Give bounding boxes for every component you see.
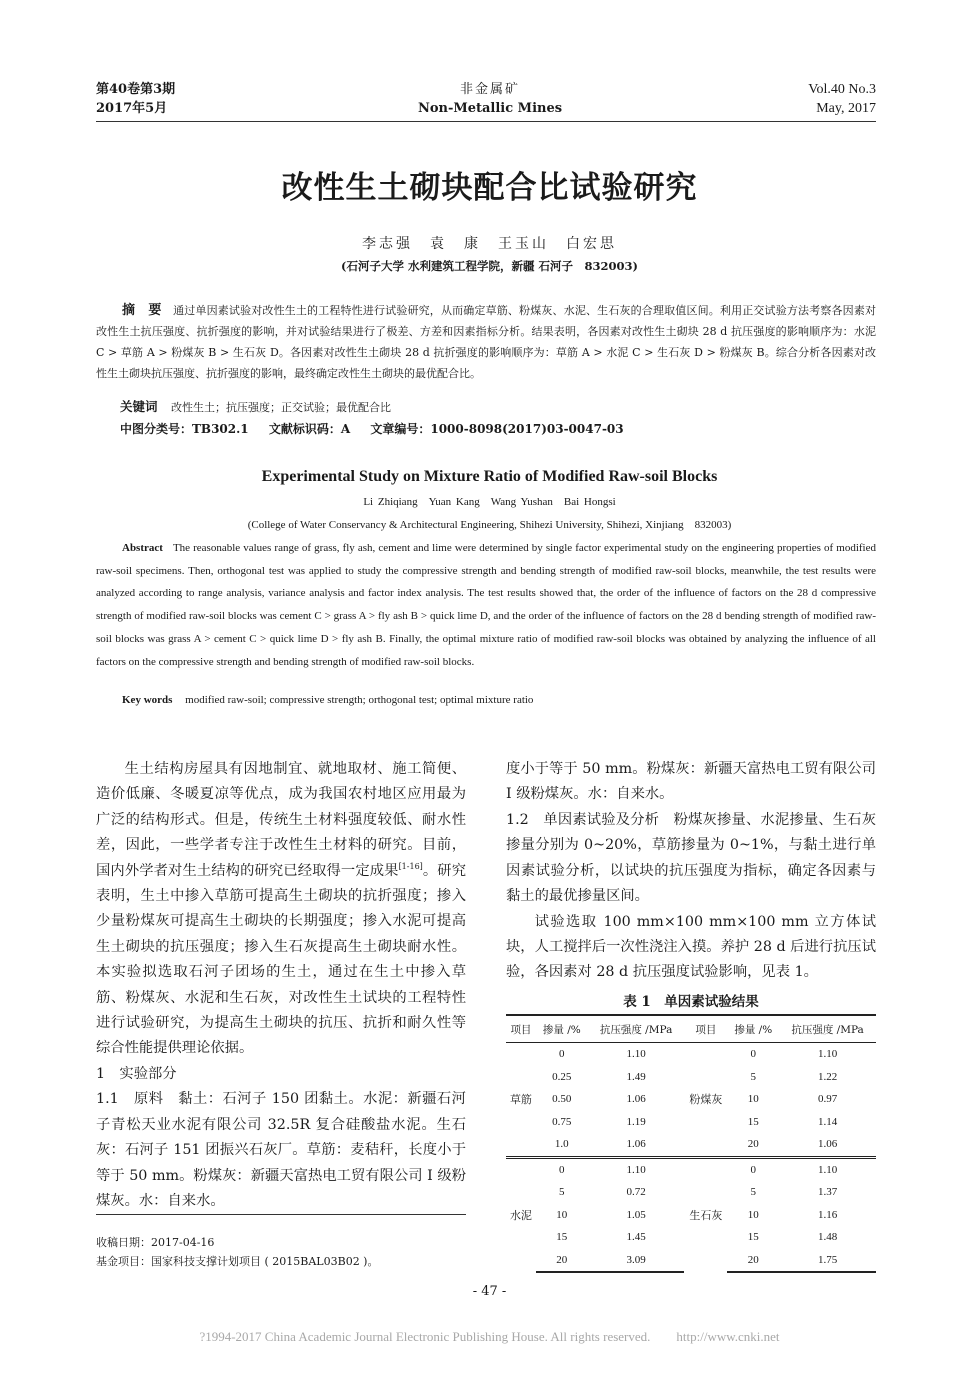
- table-title: 表 1 单因素试验结果: [623, 994, 759, 1010]
- paper-title-en: Experimental Study on Mixture Ratio of Modified Raw-soil Blocks: [261, 468, 718, 485]
- abstract-en: [96, 537, 876, 673]
- section-1-1: [96, 1087, 466, 1209]
- copyright-notice: ?1994-2017 China Academic Journal Electronic Publishing House. All rights reserved. http://www.cnki.net: [199, 1329, 780, 1344]
- table-cell: 1.37: [817, 1186, 838, 1199]
- running-header-right: [808, 80, 876, 118]
- date-cn: 2017年5月: [96, 101, 168, 116]
- running-header-left: [96, 80, 175, 118]
- table-cell: 1.22: [817, 1070, 838, 1083]
- table-cell: 0: [727, 1157, 779, 1181]
- keywords-cn-label: 关键词: [120, 399, 158, 414]
- table-cell: 1.06: [626, 1138, 646, 1151]
- factor-label: 生石灰: [684, 1157, 727, 1272]
- factor-label: 草筋: [509, 1093, 532, 1107]
- intro-text-a: 生土结构房屋具有因地制宜、就地取材、施工简便、造价低廉、冬暖夏凉等优点，成为我国农村地区应用最为广泛的结构形式。但是，传统生土材料强度较低、耐水性差，因此，一些学者专注于改性生土材料的研究。目前，国内外学者对生土结构的研究已经取得一定成果: [96, 761, 466, 879]
- received-date: 收稿日期：2017-04-16: [96, 1236, 215, 1249]
- table-cell: 10: [747, 1093, 759, 1106]
- table-cell: 3.09: [588, 1249, 685, 1273]
- clc-number: 中图分类号：TB302.1: [120, 422, 249, 436]
- abstract-cn-text: 通过单因素试验对改性生土的工程特性进行试验研究，从而确定草筋、粉煤灰、水泥、生石灰的合理取值区间。利用正交试验方法考察各因素对改性生土抗压强度、抗折强度的影响，并对试验结果进行了极差、方差和因素指标分析。结果表明，各因素对改性生土砌块 28 d 抗压强度的影响顺序为：水泥 C > 草筋 A > 粉煤灰 B > 生石灰 D。各因素对改性生土砌块 28 d 抗折强度的影响顺序为：草筋 A > 水泥 C > 生石灰 D > 粉煤灰 B。综合分析各因素对改性生土砌块抗压强度、抗折强度的影响，最终确定改性生土砌块的最优配合比。: [96, 304, 876, 380]
- date-en: May, 2017: [816, 101, 876, 116]
- table-cell: 0: [750, 1048, 756, 1061]
- table-cell: 1.10: [779, 1157, 876, 1181]
- keywords-en-label: Key words: [122, 694, 173, 706]
- header-rule: [96, 121, 876, 122]
- col-header: 抗压强度 /MPa: [588, 1015, 685, 1043]
- table-cell: 0.97: [817, 1093, 838, 1106]
- table-cell: 1.48: [817, 1231, 838, 1244]
- keywords-en: [122, 694, 533, 706]
- table-cell: 1.75: [779, 1249, 876, 1273]
- table-cell: 1.19: [626, 1115, 646, 1128]
- col-header: 项目: [684, 1015, 727, 1043]
- table-cell: 15: [556, 1231, 568, 1244]
- affiliation: (石河子大学 水利建筑工程学院，新疆 石河子 832003): [341, 259, 638, 273]
- author-list: 李志强 袁 康 王玉山 白宏思: [362, 236, 617, 252]
- citation-ref: [1-16]: [398, 861, 423, 871]
- table-cell: 1.10: [588, 1157, 685, 1181]
- table-cell: 1.16: [817, 1208, 838, 1221]
- table-cell: 0: [536, 1157, 588, 1181]
- table-cell: 1.06: [626, 1093, 646, 1106]
- table-cell: 5: [750, 1070, 756, 1083]
- table-cell: 0.25: [552, 1070, 572, 1083]
- table-cell: 10: [747, 1208, 759, 1221]
- section-1-1-text: 黏土：石河子 150 团黏土。水泥：新疆石河子青松天业水泥有限公司 32.5R 复合硅酸盐水泥。生石灰：石河子 151 团振兴石灰厂。草筋：麦秸秆，长度小于等于 50 mm。粉煤灰：新疆天富热电工贸有限公司 I 级粉煤灰。水：自来水。: [96, 1091, 466, 1209]
- author-list-en: Li Zhiqiang Yuan Kang Wang Yushan Bai Hongsi: [363, 496, 616, 508]
- table-cell: 1.49: [626, 1070, 646, 1083]
- table-cell: 5: [559, 1186, 565, 1199]
- table-cell: 15: [747, 1115, 759, 1128]
- journal-name-en: Non-Metallic Mines: [417, 101, 563, 116]
- table-cell: 15: [747, 1231, 759, 1244]
- affiliation-en: (College of Water Conservancy & Architectural Engineering, Shihezi University, Shihezi, Xinjiang 832003): [247, 519, 732, 531]
- paper-title: 改性生土砌块配合比试验研究: [281, 170, 698, 206]
- footnote-rule: [96, 1214, 466, 1215]
- keywords-cn-text: 改性生土；抗压强度；正交试验；最优配合比: [171, 401, 392, 414]
- table-row: [506, 1157, 876, 1181]
- col-header: 项目: [506, 1015, 536, 1043]
- article-number: 文章编号：1000-8098(2017)03-0047-03: [370, 422, 624, 436]
- table-cell: 0.72: [626, 1186, 646, 1199]
- table-cell: 10: [556, 1208, 568, 1221]
- table-cell: 1.10: [626, 1048, 646, 1061]
- abstract-en-label: Abstract: [122, 542, 163, 554]
- body-column-right-lower: [506, 808, 876, 986]
- table-cell: 0.75: [552, 1115, 572, 1128]
- intro-paragraph: [96, 757, 466, 1062]
- page-number: - 47 -: [472, 1284, 507, 1299]
- table-cell: 1.45: [626, 1231, 646, 1244]
- table-cell: 5: [750, 1186, 756, 1199]
- table-1: [506, 1014, 876, 1273]
- table-header-row: [506, 1015, 876, 1043]
- document-code: 文献标识码：A: [268, 422, 351, 436]
- keywords-en-text: modified raw-soil; compressive strength; orthogonal test; optimal mixture ratio: [185, 694, 534, 706]
- section-1-1-heading: 1.1 原料: [96, 1091, 164, 1108]
- table-cell: 1.0: [554, 1138, 569, 1151]
- classification-line: [120, 420, 640, 437]
- keywords-cn: [120, 397, 391, 415]
- section-1-2-text: 粉煤灰掺量、水泥掺量、生石灰掺量分别为 0~20%，草筋掺量为 0~1%，与黏土进行单因素试验分析，以试块的抗压强度为指标，确定各因素与黏土的最优掺量区间。: [506, 812, 876, 905]
- factor-label: 粉煤灰: [689, 1093, 723, 1107]
- section-1-2: [506, 808, 876, 910]
- journal-name-cn: 非金属矿: [459, 82, 520, 97]
- table-cell: 20: [747, 1138, 759, 1151]
- footnote: [96, 1233, 378, 1271]
- table-cell: 0.50: [552, 1093, 572, 1106]
- table-row: [506, 1043, 876, 1066]
- col-header: 抗压强度 /MPa: [779, 1015, 876, 1043]
- table-cell: 1.10: [817, 1048, 838, 1061]
- section-1-1-continued: 度小于等于 50 mm。粉煤灰：新疆天富热电工贸有限公司 I 级粉煤灰。水：自来水。: [506, 761, 876, 803]
- volume-cn: 第40卷第3期: [96, 82, 176, 97]
- table-cell: 20: [536, 1249, 588, 1273]
- section-1-2-heading: 1.2 单因素试验及分析: [506, 812, 660, 828]
- table-cell: 1.14: [817, 1115, 838, 1128]
- abstract-en-text: The reasonable values range of grass, fly ash, cement and lime were determined by single factor experimental study on the engineering properties of modified raw-soil specimens. Then, orthogonal test was applied to study the compressive strength and bending strength of modified raw-soil blocks, meanwhile, the test results were analyzed according to range analysis, variance analysis and factor index analysis. The test results showed that, the order of the influence of factors on the 28 d compressive strength of modified raw-soil blocks was cement C > grass A > fly ash B > quick lime D, and the order of the influence of factors on the 28 d bending strength of modified raw-soil blocks was grass A > cement C > quick lime D > fly ash B. Finally, the optimal mixture ratio of modified raw-soil blocks was obtained by analyzing the influence of all factors on the compressive strength and bending strength of modified raw-soil blocks.: [96, 542, 876, 668]
- section-heading-1: 1 实验部分: [96, 1065, 177, 1082]
- volume-en: Vol.40 No.3: [808, 82, 876, 97]
- body-column-right: [506, 757, 876, 808]
- intro-text-b: 。研究表明，生土中掺入草筋可提高生土砌块的抗折强度；掺入少量粉煤灰可提高生土砌块的长期强度；掺入水泥可提高生土砌块的抗压强度；掺入生石灰提高生土砌块耐水性。本实验拟选取石河子团场的生土，通过在生土中掺入草筋、粉煤灰、水泥和生石灰，对改性生土试块的工程特性进行试验研究，为提高生土砌块的抗压、抗折和耐久性等综合性能提供理论依据。: [96, 862, 467, 1057]
- table-cell: 1.06: [817, 1138, 838, 1151]
- factor-label: 水泥: [506, 1157, 536, 1272]
- table-cell: 20: [727, 1249, 779, 1273]
- table-cell: 1.05: [626, 1208, 646, 1221]
- col-header: 掺量 /%: [536, 1015, 588, 1043]
- abstract-cn-label: 摘 要: [122, 303, 162, 318]
- col-header: 掺量 /%: [727, 1015, 779, 1043]
- abstract-cn: [96, 300, 876, 384]
- fund-project: 基金项目：国家科技支撑计划项目 ( 2015BAL03B02 )。: [96, 1255, 379, 1268]
- running-header-center: [340, 80, 640, 118]
- table-cell: 0: [559, 1048, 565, 1061]
- body-column-left: [96, 757, 467, 1209]
- test-paragraph: 试验选取 100 mm×100 mm×100 mm 立方体试块，人工搅拌后一次性浇注入摸。养护 28 d 后进行抗压试验，各因素对 28 d 抗压强度试验影响，见表 1。: [506, 913, 876, 981]
